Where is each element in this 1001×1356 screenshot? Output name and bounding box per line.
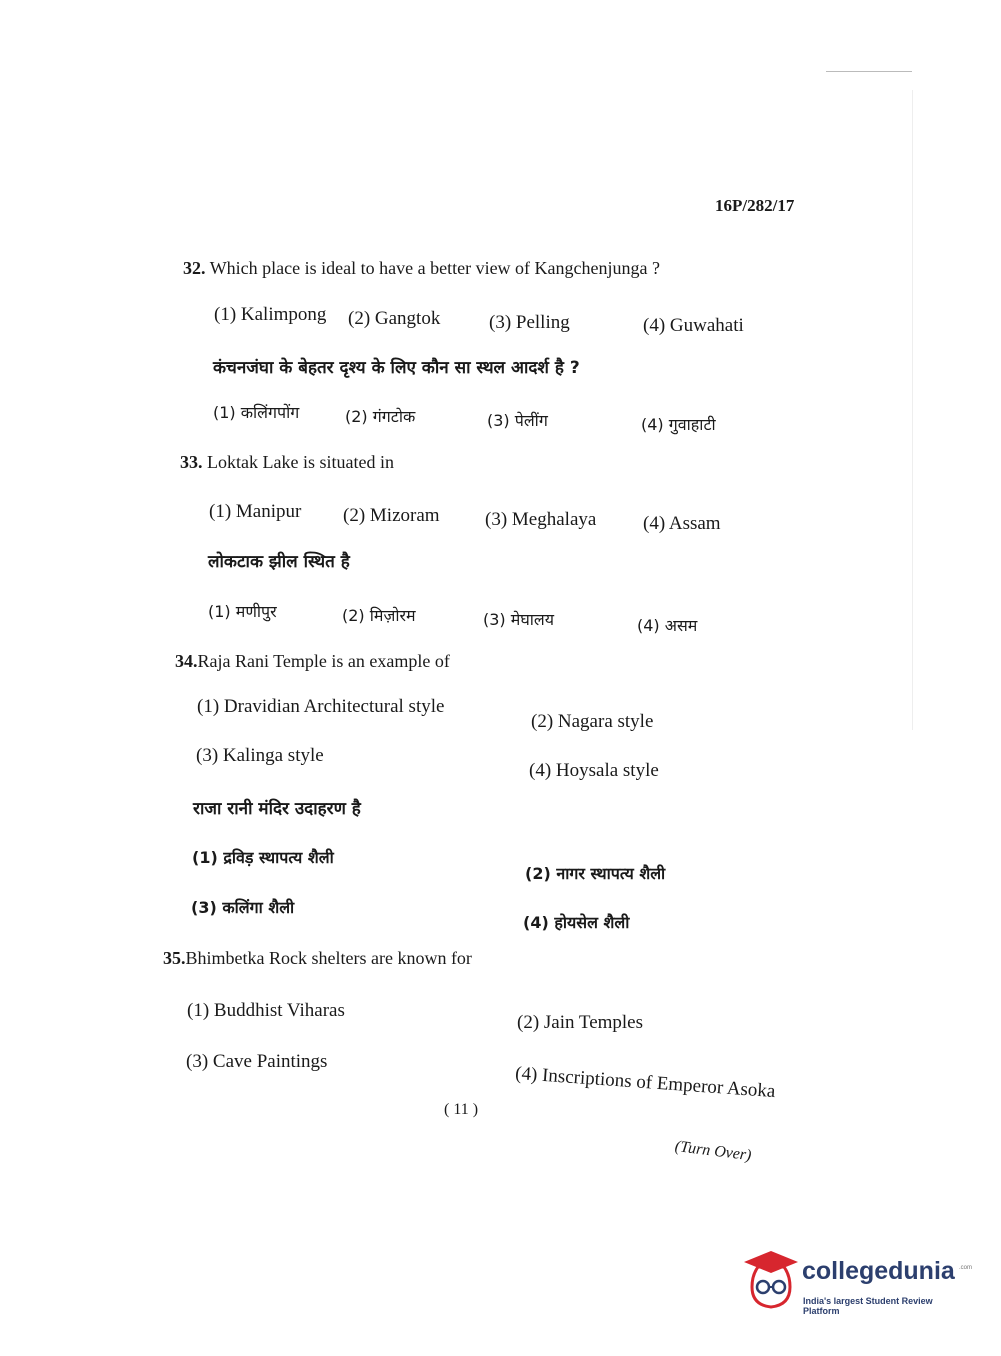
q34-hindi-option-3: (3) कलिंगा शैली — [191, 898, 295, 917]
q34-option-4: (4) Hoysala style — [529, 760, 659, 781]
q32-option-4: (4) Guwahati — [643, 315, 744, 336]
q33-option-4: (4) Assam — [643, 513, 721, 534]
question-text: Raja Rani Temple is an example of — [197, 651, 450, 671]
question-35 — [163, 948, 472, 969]
q33-hindi-option-1: (1) मणीपुर — [208, 602, 277, 621]
q35-option-3: (3) Cave Paintings — [186, 1051, 328, 1072]
graduation-cap-shape — [744, 1251, 798, 1273]
q34-option-2: (2) Nagara style — [531, 711, 654, 732]
scan-edge-line — [826, 71, 912, 72]
question-32 — [183, 258, 660, 279]
q32-option-2: (2) Gangtok — [348, 308, 441, 329]
q34-hindi-option-1: (1) द्रविड़ स्थापत्य शैली — [192, 848, 334, 867]
page-number: ( 11 ) — [444, 1101, 479, 1118]
q33-hindi-text: लोकटाक झील स्थित है — [208, 552, 350, 572]
q34-hindi-text: राजा रानी मंदिर उदाहरण है — [193, 799, 361, 819]
q32-option-1: (1) Kalimpong — [214, 304, 327, 325]
mascot-icon — [742, 1247, 800, 1313]
question-text: Loktak Lake is situated in — [207, 452, 394, 472]
q33-option-2: (2) Mizoram — [343, 505, 440, 526]
collegedunia-logo — [742, 1247, 973, 1316]
q32-hindi-option-4: (4) गुवाहाटी — [641, 415, 716, 434]
left-glass — [757, 1281, 769, 1293]
q33-hindi-option-3: (3) मेघालय — [483, 610, 555, 629]
q34-hindi-option-2: (2) नागर स्थापत्य शैली — [525, 864, 666, 883]
question-33 — [180, 452, 394, 473]
paper-code: 16P/282/17 — [715, 196, 795, 215]
question-number: 35. — [163, 948, 186, 968]
q33-hindi-option-2: (2) मिज़ोरम — [342, 606, 416, 625]
logo-tagline: India's largest Student Review Platform — [803, 1296, 933, 1316]
q35-option-2: (2) Jain Temples — [517, 1012, 644, 1033]
q32-option-3: (3) Pelling — [489, 312, 570, 333]
question-text: Which place is ideal to have a better view of Kangchenjunga ? — [209, 258, 660, 278]
q32-hindi-option-2: (2) गंगटोक — [345, 407, 416, 426]
question-text: Bhimbetka Rock shelters are known for — [185, 948, 472, 968]
q32-hindi-text: कंचनजंघा के बेहतर दृश्य के लिए कौन सा स्थल आदर्श है ? — [213, 358, 580, 378]
question-number: 34. — [175, 651, 198, 671]
q35-option-1: (1) Buddhist Viharas — [187, 1000, 345, 1021]
q32-hindi-option-1: (1) कलिंगपोंग — [213, 403, 300, 422]
q35-option-4: (4) Inscriptions of Emperor Asoka — [514, 1063, 777, 1103]
logo-name: collegedunia — [802, 1257, 955, 1285]
q34-option-1: (1) Dravidian Architectural style — [197, 696, 445, 717]
logo-suffix: .com — [959, 1265, 973, 1271]
q32-hindi-option-3: (3) पेलींग — [487, 411, 548, 430]
question-number: 32. — [183, 258, 206, 278]
scan-margin-line — [912, 90, 913, 730]
question-34 — [175, 651, 450, 672]
turn-over-note: (Turn Over) — [673, 1138, 753, 1165]
q33-hindi-option-4: (4) असम — [637, 616, 698, 635]
q34-option-3: (3) Kalinga style — [196, 745, 324, 766]
q33-option-3: (3) Meghalaya — [485, 509, 597, 530]
right-glass — [773, 1281, 785, 1293]
question-number: 33. — [180, 452, 203, 472]
q33-option-1: (1) Manipur — [209, 501, 302, 522]
q34-hindi-option-4: (4) होयसेल शैली — [523, 913, 630, 932]
